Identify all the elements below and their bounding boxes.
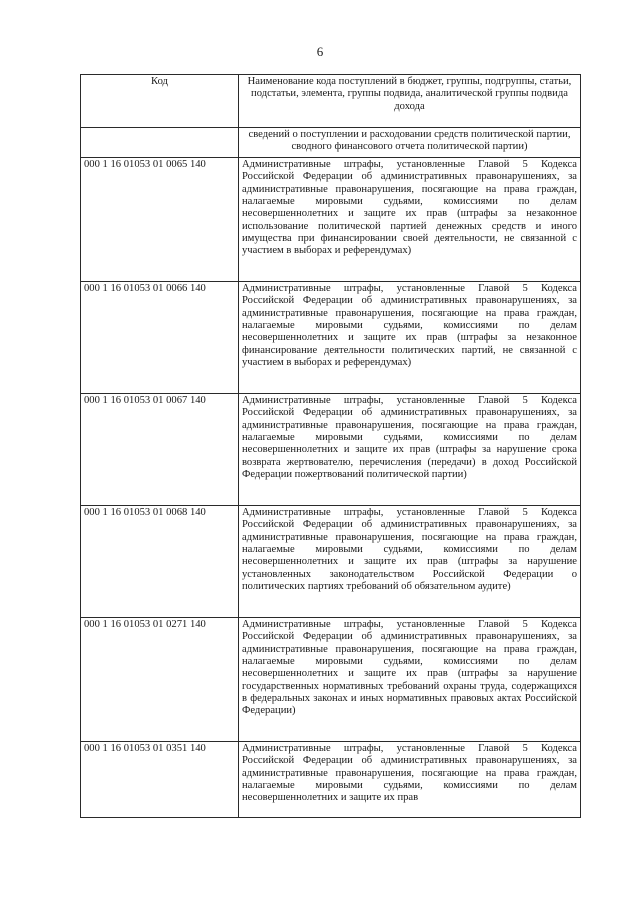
name-cell: Административные штрафы, установленные Главой 5 Кодекса Российской Федерации об административных правонарушениях, за административные правонарушения, посягающие на права граждан, налагаемые мировыми судьями, комиссиями по делам несовершеннолетних и защите их прав [239, 742, 581, 818]
table-row [81, 394, 581, 506]
table-row [81, 282, 581, 394]
code-cell: 000 1 16 01053 01 0065 140 [81, 158, 239, 282]
table-row [81, 618, 581, 742]
table-header-row [81, 75, 581, 128]
code-cell: 000 1 16 01053 01 0351 140 [81, 742, 239, 818]
continuation-code-cell [81, 128, 239, 158]
revenue-codes-table [80, 74, 581, 818]
continuation-row [81, 128, 581, 158]
code-cell: 000 1 16 01053 01 0271 140 [81, 618, 239, 742]
name-cell: Административные штрафы, установленные Главой 5 Кодекса Российской Федерации об административных правонарушениях, за административные правонарушения, посягающие на права граждан, налагаемые мировыми судьями, комиссиями по делам несовершеннолетних и защите их прав (штрафы за нарушение государственных нормативных требований охраны труда, содержащихся в федеральных законах и иных нормативных правовых актах Российской Федерации) [239, 618, 581, 742]
table-row [81, 506, 581, 618]
code-cell: 000 1 16 01053 01 0066 140 [81, 282, 239, 394]
code-cell: 000 1 16 01053 01 0068 140 [81, 506, 239, 618]
continuation-text: сведений о поступлении и расходовании средств политической партии, сводного финансового отчета политической партии) [239, 128, 581, 158]
page-number: 6 [316, 44, 324, 59]
name-cell: Административные штрафы, установленные Главой 5 Кодекса Российской Федерации об административных правонарушениях, за административные правонарушения, посягающие на права граждан, налагаемые мировыми судьями, комиссиями по делам несовершеннолетних и защите их прав (штрафы за нарушение срока возврата жертвователю, перечисления (передачи) в доход Российской Федерации пожертвований политической партии) [239, 394, 581, 506]
name-cell: Административные штрафы, установленные Главой 5 Кодекса Российской Федерации об административных правонарушениях, за административные правонарушения, посягающие на права граждан, налагаемые мировыми судьями, комиссиями по делам несовершеннолетних и защите их прав (штрафы за нарушение установленных законодательством Российской Федерации о политических партиях требований об обязательном аудите) [239, 506, 581, 618]
table-row [81, 158, 581, 282]
name-cell: Административные штрафы, установленные Главой 5 Кодекса Российской Федерации об административных правонарушениях, за административные правонарушения, посягающие на права граждан, налагаемые мировыми судьями, комиссиями по делам несовершеннолетних и защите их прав (штрафы за незаконное финансирование деятельности политических партий, не связанной с участием в выборах и референдумах) [239, 282, 581, 394]
code-column-header: Код [81, 75, 239, 128]
code-cell: 000 1 16 01053 01 0067 140 [81, 394, 239, 506]
name-column-header: Наименование кода поступлений в бюджет, группы, подгруппы, статьи, подстатьи, элемента, группы подвида, аналитической группы подвида дохода [239, 75, 581, 128]
name-cell: Административные штрафы, установленные Главой 5 Кодекса Российской Федерации об административных правонарушениях, за административные правонарушения, посягающие на права граждан, налагаемые мировыми судьями, комиссиями по делам несовершеннолетних и защите их прав (штрафы за незаконное использование политической партией денежных средств и иного имущества при финансировании своей деятельности, не связанной с участием в выборах и референдумах) [239, 158, 581, 282]
table-row [81, 742, 581, 818]
